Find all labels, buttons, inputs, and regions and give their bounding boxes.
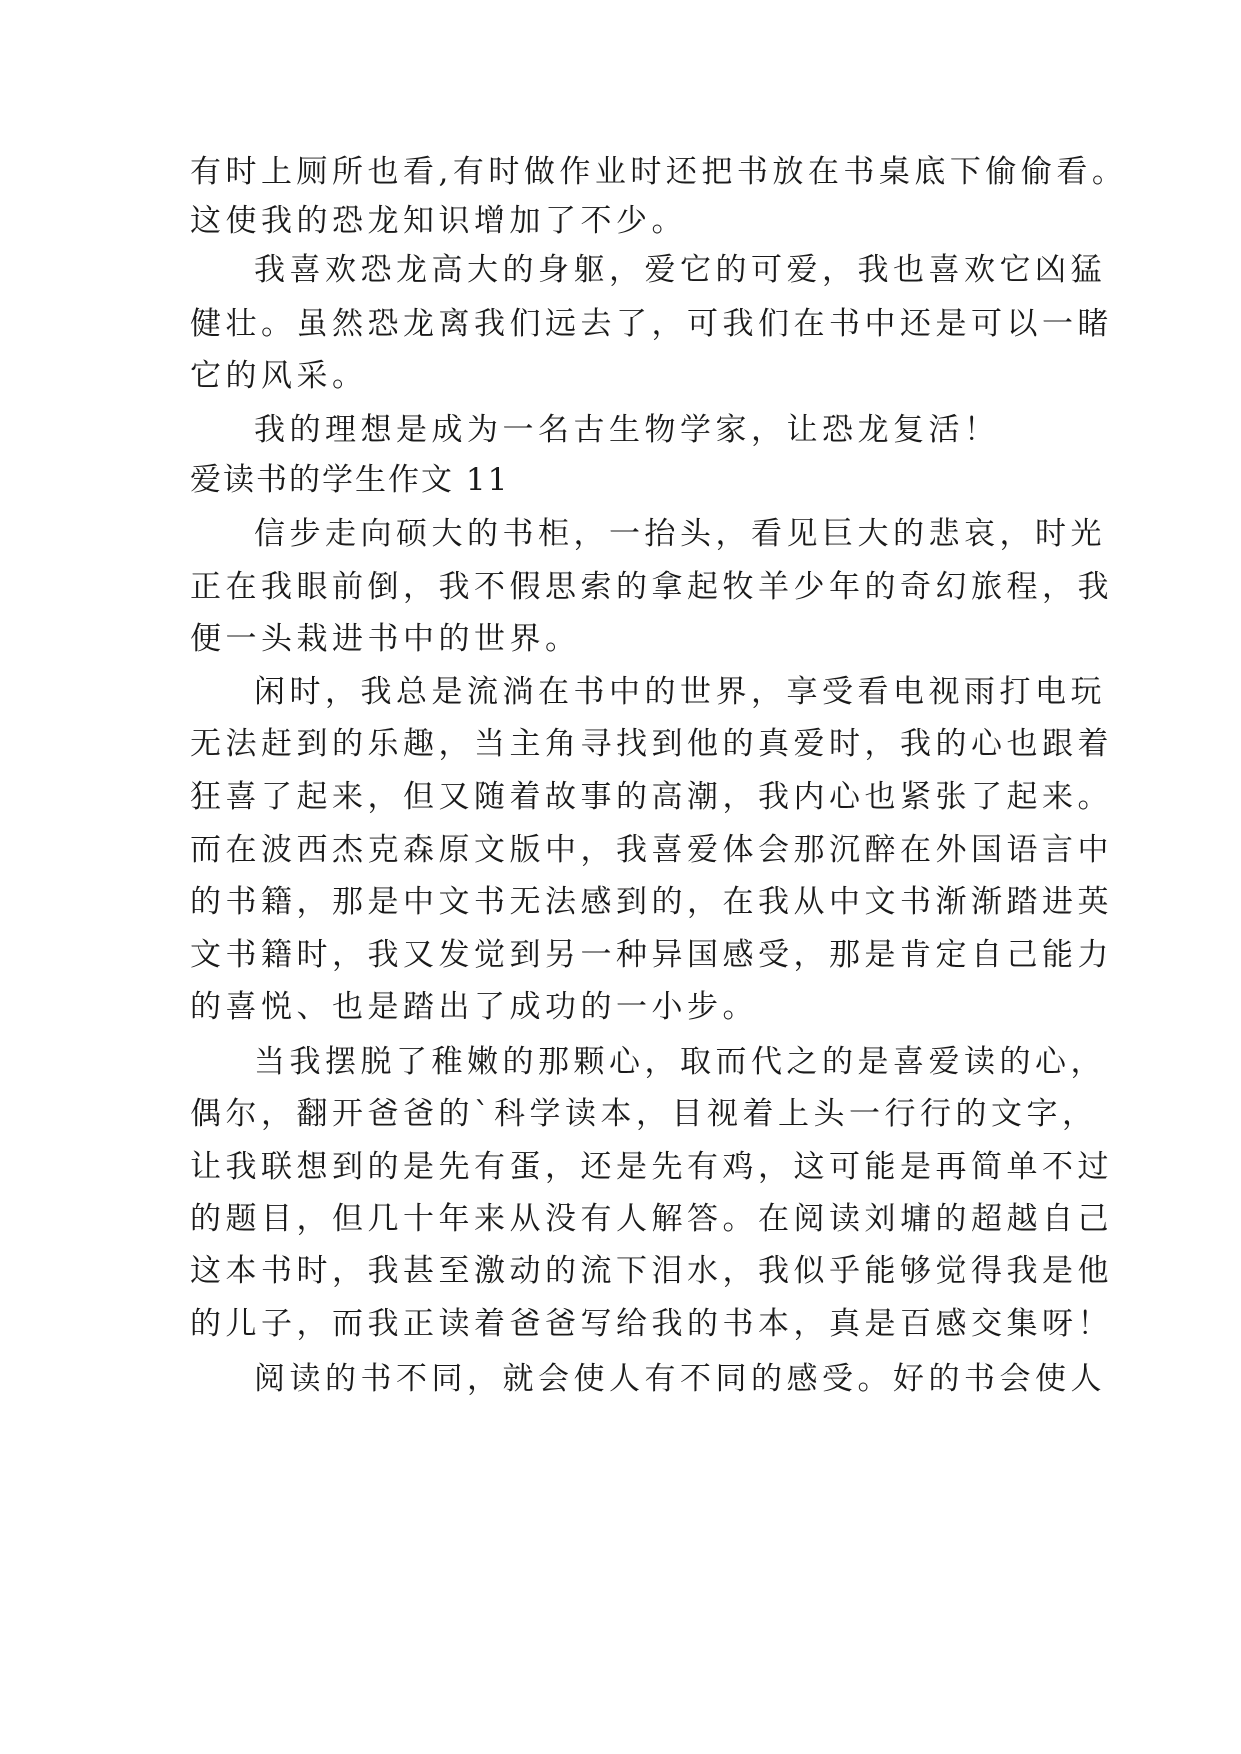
- text-line: 这本书时，我甚至激动的流下泪水，我似乎能够觉得我是他: [190, 1253, 1113, 1289]
- text-line: 信步走向硕大的书柜，一抬头，看见巨大的悲哀，时光: [254, 516, 1106, 552]
- text-line: 我的理想是成为一名古生物学家，让恐龙复活！: [254, 412, 1000, 448]
- text-line: 偶尔，翻开爸爸的`科学读本，目视着上头一行行的文字，: [190, 1096, 1098, 1132]
- text-line: 我喜欢恐龙高大的身躯，爱它的可爱，我也喜欢它凶猛: [254, 252, 1106, 288]
- text-line: 无法赶到的乐趣，当主角寻找到他的真爱时，我的心也跟着: [190, 726, 1113, 762]
- text-line: 文书籍时，我又发觉到另一种异国感受，那是肯定自己能力: [190, 937, 1113, 973]
- text-line: 健壮。虽然恐龙离我们远去了，可我们在书中还是可以一睹: [190, 306, 1113, 342]
- text-line: 当我摆脱了稚嫩的那颗心，取而代之的是喜爱读的心，: [254, 1044, 1106, 1080]
- text-line: 狂喜了起来，但又随着故事的高潮，我内心也紧张了起来。: [190, 779, 1113, 815]
- text-line: 它的风采。: [190, 358, 368, 394]
- text-line: 的喜悦、也是踏出了成功的一小步。: [190, 989, 758, 1025]
- text-line: 便一头栽进书中的世界。: [190, 621, 581, 657]
- text-line: 有时上厕所也看,有时做作业时还把书放在书桌底下偷偷看。: [190, 154, 1128, 190]
- text-line: 让我联想到的是先有蛋，还是先有鸡，这可能是再简单不过: [190, 1149, 1113, 1185]
- text-line: 而在波西杰克森原文版中，我喜爱体会那沉醉在外国语言中: [190, 832, 1113, 868]
- text-line: 阅读的书不同，就会使人有不同的感受。好的书会使人: [254, 1361, 1106, 1397]
- text-line: 这使我的恐龙知识增加了不少。: [190, 203, 687, 239]
- text-line: 正在我眼前倒，我不假思索的拿起牧羊少年的奇幻旅程，我: [190, 569, 1113, 605]
- text-line: 的题目，但几十年来从没有人解答。在阅读刘墉的超越自己: [190, 1201, 1113, 1237]
- text-line: 闲时，我总是流淌在书中的世界，享受看电视雨打电玩: [254, 674, 1106, 710]
- section-heading: 爱读书的学生作文 11: [190, 462, 510, 498]
- text-line: 的儿子，而我正读着爸爸写给我的书本，真是百感交集呀！: [190, 1306, 1113, 1342]
- text-line: 的书籍，那是中文书无法感到的，在我从中文书渐渐踏进英: [190, 884, 1113, 920]
